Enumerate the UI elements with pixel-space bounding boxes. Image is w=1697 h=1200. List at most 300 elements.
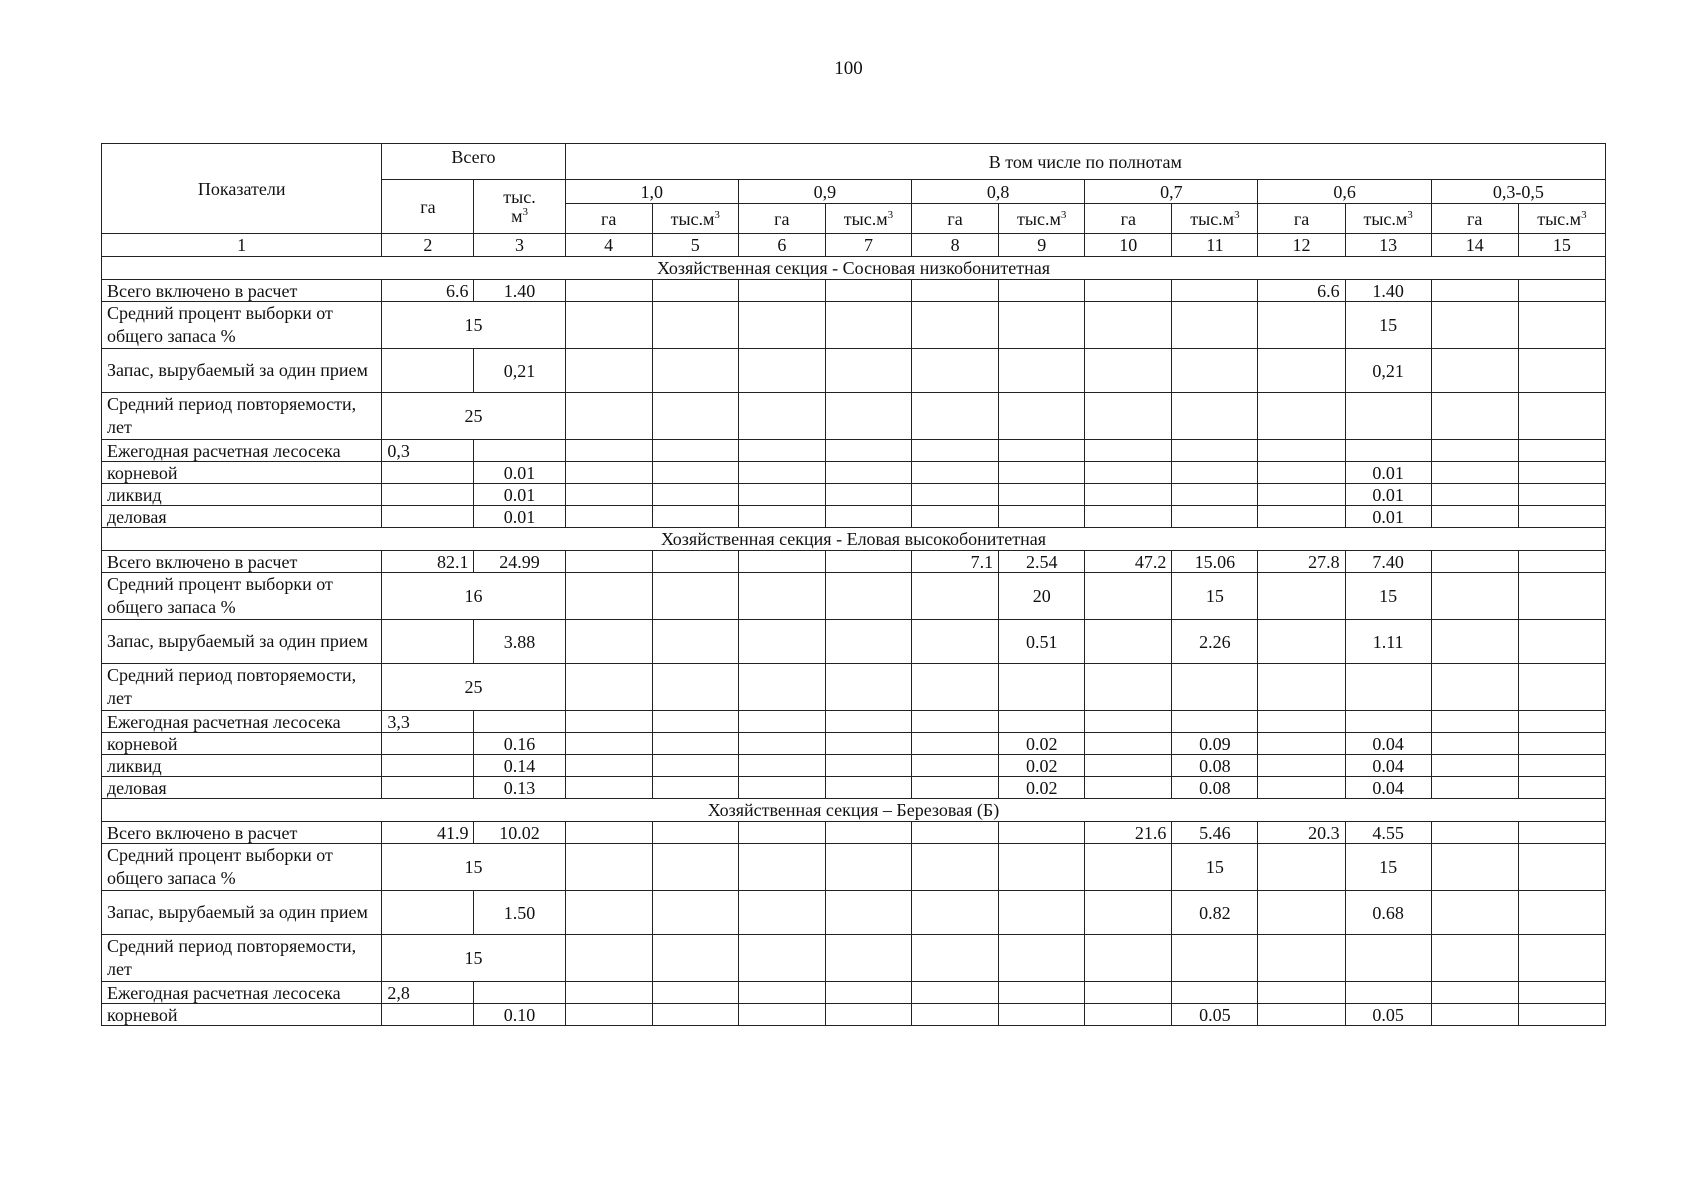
table-row: [102, 844, 1606, 891]
table-row: [102, 777, 1606, 799]
table-cell: [825, 777, 911, 799]
total-merged-value: 16: [382, 573, 565, 620]
table-cell: [652, 777, 738, 799]
header-row-1: [102, 144, 1606, 180]
table-cell: [1172, 393, 1258, 440]
table-cell: 0.05: [1172, 1004, 1258, 1026]
table-cell: [1518, 620, 1605, 664]
table-cell: [1258, 755, 1345, 777]
table-cell: [738, 506, 825, 528]
table-cell: [652, 484, 738, 506]
table-cell: [1431, 777, 1518, 799]
unit-top: тыс.: [503, 186, 536, 207]
table-row: [102, 822, 1606, 844]
table-cell: [1518, 822, 1605, 844]
table-cell: [1431, 506, 1518, 528]
table-cell: 0.01: [1345, 506, 1431, 528]
table-cell: [738, 982, 825, 1004]
table-cell: [1085, 302, 1172, 349]
table-row: [102, 982, 1606, 1004]
table-row: [102, 733, 1606, 755]
unit-cube: 3: [1581, 208, 1587, 221]
table-cell: 15: [1172, 844, 1258, 891]
table-cell: [1172, 349, 1258, 393]
table-cell: [1085, 484, 1172, 506]
table-cell: [1431, 733, 1518, 755]
table-cell: [912, 711, 999, 733]
table-cell: [1085, 935, 1172, 982]
table-cell: [1518, 711, 1605, 733]
column-number: 10: [1085, 234, 1172, 257]
table-cell: [1172, 506, 1258, 528]
table-cell: [1172, 462, 1258, 484]
table-cell: [738, 755, 825, 777]
row-label: ликвид: [102, 755, 382, 777]
table-cell: 1.40: [1345, 280, 1431, 302]
row-label: деловая: [102, 506, 382, 528]
table-cell: 0.08: [1172, 755, 1258, 777]
column-number: 3: [474, 234, 565, 257]
column-number-row: [102, 234, 1606, 257]
table-cell: 0.01: [474, 462, 565, 484]
table-cell: [1258, 393, 1345, 440]
row-label: Средний процент выборки от общего запаса %: [102, 844, 382, 891]
table-cell: 0.01: [1345, 462, 1431, 484]
table-cell: [825, 664, 911, 711]
table-cell: [1345, 440, 1431, 462]
table-cell: [738, 891, 825, 935]
table-cell: [738, 393, 825, 440]
table-cell: [1258, 711, 1345, 733]
row-label: Всего включено в расчет: [102, 551, 382, 573]
table-cell: [652, 280, 738, 302]
table-cell: [1258, 891, 1345, 935]
header-density-1: 1,0: [565, 180, 738, 204]
column-number: 12: [1258, 234, 1345, 257]
column-number: 6: [738, 234, 825, 257]
table-cell: 0.04: [1345, 777, 1431, 799]
table-cell: 0.09: [1172, 733, 1258, 755]
table-cell: [1085, 777, 1172, 799]
table-cell: [825, 711, 911, 733]
unit-cube: 3: [1234, 208, 1240, 221]
table-cell: [652, 822, 738, 844]
table-cell: [382, 484, 474, 506]
row-label: ликвид: [102, 484, 382, 506]
table-cell: [1431, 551, 1518, 573]
table-cell: [825, 573, 911, 620]
table-cell: 41.9: [382, 822, 474, 844]
table-row: [102, 891, 1606, 935]
table-cell: 4.55: [1345, 822, 1431, 844]
unit-cube: 3: [1407, 208, 1413, 221]
table-cell: [825, 844, 911, 891]
unit-k-m3-6: [1518, 204, 1605, 234]
table-cell: [738, 711, 825, 733]
table-row: [102, 1004, 1606, 1026]
table-cell: [1258, 935, 1345, 982]
table-cell: [1518, 664, 1605, 711]
table-cell: 0.01: [474, 484, 565, 506]
total-merged-value: 15: [382, 844, 565, 891]
unit-label: тыс.м: [1537, 208, 1582, 229]
table-cell: 1.11: [1345, 620, 1431, 664]
table-cell: [999, 664, 1085, 711]
table-cell: [565, 844, 652, 891]
unit-k-m3-3: [999, 204, 1085, 234]
unit-k-m3-5: [1345, 204, 1431, 234]
header-total: Всего: [382, 144, 565, 180]
table-cell: 47.2: [1085, 551, 1172, 573]
table-cell: [1431, 982, 1518, 1004]
table-cell: 2.54: [999, 551, 1085, 573]
table-cell: [825, 733, 911, 755]
row-label: Средний процент выборки от общего запаса %: [102, 573, 382, 620]
table-cell: [1085, 844, 1172, 891]
table-cell: [1172, 711, 1258, 733]
table-cell: [1258, 484, 1345, 506]
table-cell: [1518, 844, 1605, 891]
table-cell: 1.40: [474, 280, 565, 302]
unit-label: тыс.м: [1190, 208, 1235, 229]
table-row: [102, 620, 1606, 664]
table-row: [102, 935, 1606, 982]
table-cell: [382, 1004, 474, 1026]
table-cell: [1085, 349, 1172, 393]
table-cell: [1085, 1004, 1172, 1026]
table-cell: [999, 484, 1085, 506]
unit-k-m3-1: [652, 204, 738, 234]
table-cell: [738, 733, 825, 755]
table-cell: [999, 349, 1085, 393]
table-cell: [1431, 1004, 1518, 1026]
table-cell: [1518, 755, 1605, 777]
table-cell: [565, 777, 652, 799]
table-cell: [1172, 664, 1258, 711]
table-cell: [1518, 506, 1605, 528]
table-cell: [912, 822, 999, 844]
table-cell: [652, 982, 738, 1004]
table-cell: [825, 280, 911, 302]
row-label: корневой: [102, 1004, 382, 1026]
table-cell: [1085, 891, 1172, 935]
table-cell: [912, 891, 999, 935]
total-merged-value: 25: [382, 664, 565, 711]
table-cell: 0.02: [999, 777, 1085, 799]
table-cell: 3,3: [382, 711, 474, 733]
table-cell: 15.06: [1172, 551, 1258, 573]
table-cell: 2.26: [1172, 620, 1258, 664]
table-cell: 7.1: [912, 551, 999, 573]
table-cell: [1431, 349, 1518, 393]
section-title: Хозяйственная секция – Березовая (Б): [102, 799, 1606, 822]
table-cell: 0.05: [1345, 1004, 1431, 1026]
table-cell: [565, 733, 652, 755]
table-cell: [1431, 620, 1518, 664]
table-cell: [738, 462, 825, 484]
table-cell: [1085, 462, 1172, 484]
table-cell: [912, 664, 999, 711]
table-cell: 0.04: [1345, 733, 1431, 755]
table-cell: [565, 982, 652, 1004]
table-row: [102, 440, 1606, 462]
table-cell: [999, 844, 1085, 891]
table-cell: [738, 935, 825, 982]
column-number: 9: [999, 234, 1085, 257]
table-cell: [1518, 733, 1605, 755]
header-total-ha: га: [382, 180, 474, 234]
table-cell: [1431, 664, 1518, 711]
row-label: Ежегодная расчетная лесосека: [102, 440, 382, 462]
table-cell: [1518, 573, 1605, 620]
row-label: Средний период повторяемости, лет: [102, 664, 382, 711]
table-cell: 27.8: [1258, 551, 1345, 573]
table-row: [102, 484, 1606, 506]
table-cell: [912, 935, 999, 982]
table-cell: 0.82: [1172, 891, 1258, 935]
table-cell: [382, 891, 474, 935]
table-cell: [999, 506, 1085, 528]
table-cell: [1345, 393, 1431, 440]
table-cell: [1258, 573, 1345, 620]
table-cell: [1431, 822, 1518, 844]
table-cell: [912, 982, 999, 1004]
table-row: [102, 462, 1606, 484]
table-cell: [1085, 620, 1172, 664]
table-cell: [912, 484, 999, 506]
table-cell: [1518, 484, 1605, 506]
table-cell: 0.14: [474, 755, 565, 777]
table-cell: [825, 822, 911, 844]
table-cell: [1258, 506, 1345, 528]
row-label: Запас, вырубаемый за один прием: [102, 349, 382, 393]
table-cell: 7.40: [1345, 551, 1431, 573]
table-cell: 15: [1172, 573, 1258, 620]
table-cell: [652, 733, 738, 755]
row-label: Всего включено в расчет: [102, 822, 382, 844]
table-row: [102, 755, 1606, 777]
table-cell: [738, 777, 825, 799]
table-cell: [825, 440, 911, 462]
section-title: Хозяйственная секция - Еловая высокобонитетная: [102, 528, 1606, 551]
table-cell: [565, 393, 652, 440]
table-cell: [1258, 302, 1345, 349]
table-cell: [1431, 393, 1518, 440]
table-cell: [382, 506, 474, 528]
table-cell: [382, 755, 474, 777]
table-cell: 15: [1345, 844, 1431, 891]
table-cell: [1258, 664, 1345, 711]
column-number: 13: [1345, 234, 1431, 257]
table-cell: [999, 462, 1085, 484]
table-cell: [1085, 755, 1172, 777]
row-label: Всего включено в расчет: [102, 280, 382, 302]
table-cell: [652, 844, 738, 891]
row-label: корневой: [102, 462, 382, 484]
table-cell: [652, 935, 738, 982]
table-cell: [1345, 664, 1431, 711]
table-row: [102, 302, 1606, 349]
table-cell: 15: [1345, 302, 1431, 349]
table-cell: [1258, 733, 1345, 755]
section-title: Хозяйственная секция - Сосновая низкобонитетная: [102, 257, 1606, 280]
table-cell: 21.6: [1085, 822, 1172, 844]
table-cell: [738, 620, 825, 664]
table-cell: [1431, 280, 1518, 302]
table-cell: [474, 982, 565, 1004]
table-cell: [825, 982, 911, 1004]
table-cell: [1431, 711, 1518, 733]
table-cell: [565, 462, 652, 484]
unit-cube: 3: [1060, 208, 1067, 221]
table-row: [102, 551, 1606, 573]
table-cell: 15: [1345, 573, 1431, 620]
table-cell: [1258, 844, 1345, 891]
column-number: 11: [1172, 234, 1258, 257]
table-cell: [912, 349, 999, 393]
table-cell: 0.02: [999, 755, 1085, 777]
table-cell: [565, 1004, 652, 1026]
table-cell: 0.02: [999, 733, 1085, 755]
header-indicators: Показатели: [102, 144, 382, 234]
table-cell: [1172, 484, 1258, 506]
table-cell: [1172, 302, 1258, 349]
allowable-cut-table: [101, 143, 1606, 1026]
table-cell: [652, 711, 738, 733]
table-cell: [1085, 280, 1172, 302]
table-cell: [1172, 982, 1258, 1004]
table-cell: [825, 393, 911, 440]
section-row: [102, 528, 1606, 551]
table-cell: [652, 393, 738, 440]
unit-label: тыс.м: [1363, 208, 1408, 229]
table-cell: [1518, 462, 1605, 484]
table-cell: [1172, 280, 1258, 302]
table-cell: [1258, 777, 1345, 799]
table-cell: [912, 302, 999, 349]
table-cell: [999, 982, 1085, 1004]
table-cell: [825, 551, 911, 573]
table-cell: [565, 822, 652, 844]
table-cell: [1518, 440, 1605, 462]
table-cell: [738, 440, 825, 462]
table-cell: [825, 462, 911, 484]
table-cell: 0.08: [1172, 777, 1258, 799]
table-cell: [382, 620, 474, 664]
unit-ha-3: га: [912, 204, 999, 234]
column-number: 2: [382, 234, 474, 257]
table-cell: [1085, 393, 1172, 440]
table-cell: [738, 573, 825, 620]
table-cell: [652, 664, 738, 711]
table-cell: [1431, 755, 1518, 777]
table-cell: [652, 891, 738, 935]
column-number: 8: [912, 234, 999, 257]
table-cell: 0.01: [474, 506, 565, 528]
column-number: 14: [1431, 234, 1518, 257]
table-cell: [912, 1004, 999, 1026]
table-cell: [1345, 982, 1431, 1004]
table-cell: [912, 393, 999, 440]
table-cell: [652, 620, 738, 664]
header-density-4: 0,7: [1085, 180, 1258, 204]
unit-label: тыс.м: [670, 208, 715, 229]
table-cell: [1085, 664, 1172, 711]
table-cell: [652, 349, 738, 393]
table-cell: [1085, 982, 1172, 1004]
table-cell: [565, 620, 652, 664]
table-cell: [565, 302, 652, 349]
table-cell: [999, 440, 1085, 462]
table-cell: [912, 733, 999, 755]
unit-ha-5: га: [1258, 204, 1345, 234]
table-cell: [825, 484, 911, 506]
unit-k-m3-2: [825, 204, 911, 234]
total-merged-value: 15: [382, 302, 565, 349]
table-cell: [1518, 777, 1605, 799]
table-cell: [1085, 573, 1172, 620]
table-cell: 0.51: [999, 620, 1085, 664]
column-number: 4: [565, 234, 652, 257]
table-cell: [999, 822, 1085, 844]
unit-ha-2: га: [738, 204, 825, 234]
table-cell: [825, 620, 911, 664]
table-cell: [999, 302, 1085, 349]
table-cell: 6.6: [382, 280, 474, 302]
header-density-5: 0,6: [1258, 180, 1431, 204]
table-cell: 24.99: [474, 551, 565, 573]
table-cell: [1431, 935, 1518, 982]
unit-cube: 3: [714, 208, 720, 221]
table-cell: [1345, 935, 1431, 982]
table-cell: [652, 573, 738, 620]
table-cell: 0.04: [1345, 755, 1431, 777]
table-cell: [825, 302, 911, 349]
table-cell: [738, 302, 825, 349]
header-density-2: 0,9: [738, 180, 911, 204]
total-merged-value: 15: [382, 935, 565, 982]
table-cell: 0,21: [1345, 349, 1431, 393]
table-cell: [565, 280, 652, 302]
column-number: 1: [102, 234, 382, 257]
table-cell: [738, 664, 825, 711]
table-cell: [738, 822, 825, 844]
row-label: Запас, вырубаемый за один прием: [102, 891, 382, 935]
table-cell: [912, 755, 999, 777]
table-cell: [382, 777, 474, 799]
table-cell: [912, 620, 999, 664]
table-cell: [738, 484, 825, 506]
table-cell: [565, 551, 652, 573]
table-cell: 6.6: [1258, 280, 1345, 302]
table-cell: [1518, 393, 1605, 440]
table-cell: [652, 506, 738, 528]
row-label: корневой: [102, 733, 382, 755]
table-cell: 2,8: [382, 982, 474, 1004]
table-cell: [1258, 440, 1345, 462]
row-label: Запас, вырубаемый за один прием: [102, 620, 382, 664]
table-cell: [1518, 349, 1605, 393]
row-label: Средний процент выборки от общего запаса %: [102, 302, 382, 349]
table-cell: [825, 935, 911, 982]
table-cell: [565, 935, 652, 982]
unit-k-m3-4: [1172, 204, 1258, 234]
table-cell: [565, 711, 652, 733]
unit-ha-1: га: [565, 204, 652, 234]
unit-label: тыс.м: [843, 208, 888, 229]
table-cell: [1085, 440, 1172, 462]
table-cell: [999, 1004, 1085, 1026]
